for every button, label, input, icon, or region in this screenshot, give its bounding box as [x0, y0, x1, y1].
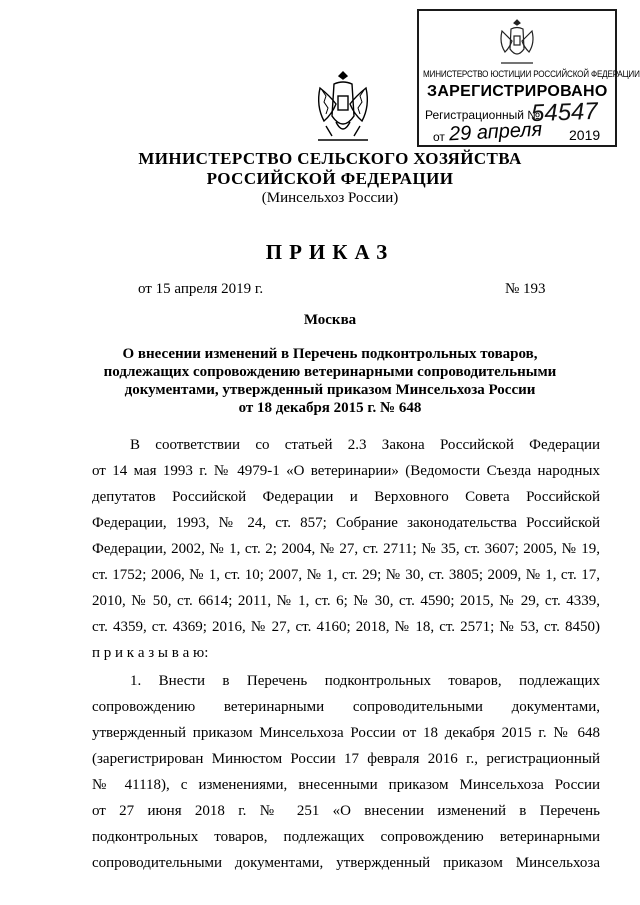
order-title-line: документами, утвержденный приказом Минсельхоза России [124, 382, 536, 398]
stamp-date-prefix: от [433, 130, 445, 144]
body-line: от 27 июня 2018 г. № 251 «О внесении изменений в Перечень [92, 803, 600, 819]
body-line: 2010, № 50, ст. 6614; 2011, № 1, ст. 6; № 30, ст. 4590; 2015, № 29, ст. 4339, [92, 593, 600, 609]
body-line: ст. 1752; 2006, № 1, ст. 10; 2007, № 1, ст. 29; № 30, ст. 3805; 2009, № 1, ст. 17, [92, 567, 600, 583]
order-title [100, 345, 560, 417]
body-line: п р и к а з ы в а ю: [92, 645, 209, 661]
stamp-registered-label: ЗАРЕГИСТРИРОВАНО [427, 83, 608, 100]
stamp-ministry-text: МИНИСТЕРСТВО ЮСТИЦИИ РОССИЙСКОЙ ФЕДЕРАЦИИ [423, 69, 640, 79]
body-line: депутатов Российской Федерации и Верховного Совета Российской [92, 489, 600, 505]
body-line: сопровождению ветеринарными сопроводительными документами, [92, 699, 600, 715]
body-line: Федерации, 1993, № 24, ст. 857; Собрание законодательства Российской [92, 515, 600, 531]
body-line: 1. Внести в Перечень подконтрольных товаров, подлежащих [130, 673, 600, 689]
order-date: от 15 апреля 2019 г. [138, 281, 264, 297]
body-line: (зарегистрирован Минюстом России 17 февраля 2016 г., регистрационный [92, 751, 600, 767]
body-line: № 41118), с изменениями, внесенными приказом Минсельхоза России [92, 777, 600, 793]
stamp-registration-number: 54547 [530, 97, 599, 128]
city-name: Москва [303, 312, 357, 328]
coat-of-arms-emblem [312, 66, 374, 148]
ministry-name-line2: РОССИЙСКОЙ ФЕДЕРАЦИИ [206, 169, 454, 188]
ministry-name-line1: МИНИСТЕРСТВО СЕЛЬСКОГО ХОЗЯЙСТВА [138, 149, 522, 168]
body-line: подконтрольных товаров, подлежащих сопровождению ветеринарными [92, 829, 600, 845]
stamp-handwritten-date: 29 апреля [448, 118, 543, 146]
body-line: сопроводительными документами, утвержденный приказом Минсельхоза [92, 855, 600, 871]
document-type-title: ПРИКАЗ [265, 240, 395, 264]
stamp-year: 2019 [569, 127, 601, 143]
registration-stamp [417, 9, 640, 147]
body-line: утвержденный приказом Минсельхоза России от 18 декабря 2015 г. № 648 [92, 725, 600, 741]
stamp-emblem-icon [497, 17, 537, 67]
ministry-short-name: (Минсельхоз России) [261, 190, 399, 206]
body-line: ст. 4359, ст. 4369; 2016, № 27, ст. 4160; 2018, № 18, ст. 2571; № 53, ст. 8450) [92, 619, 600, 635]
order-title-line: подлежащих сопровождению ветеринарными сопроводительными [103, 364, 557, 380]
order-title-line: от 18 декабря 2015 г. № 648 [238, 400, 422, 416]
body-line: от 14 мая 1993 г. № 4979-1 «О ветеринарии» (Ведомости Съезда народных [92, 463, 600, 479]
order-title-line: О внесении изменений в Перечень подконтрольных товаров, [122, 346, 538, 362]
body-line: В соответствии со статьей 2.3 Закона Российской Федерации [130, 437, 600, 453]
stamp-registration-label: Регистрационный № [425, 108, 541, 122]
body-line: Федерации, 2002, № 1, ст. 2; 2004, № 27, ст. 2711; № 35, ст. 3607; 2005, № 19, [92, 541, 600, 557]
order-number: № 193 [505, 281, 546, 297]
